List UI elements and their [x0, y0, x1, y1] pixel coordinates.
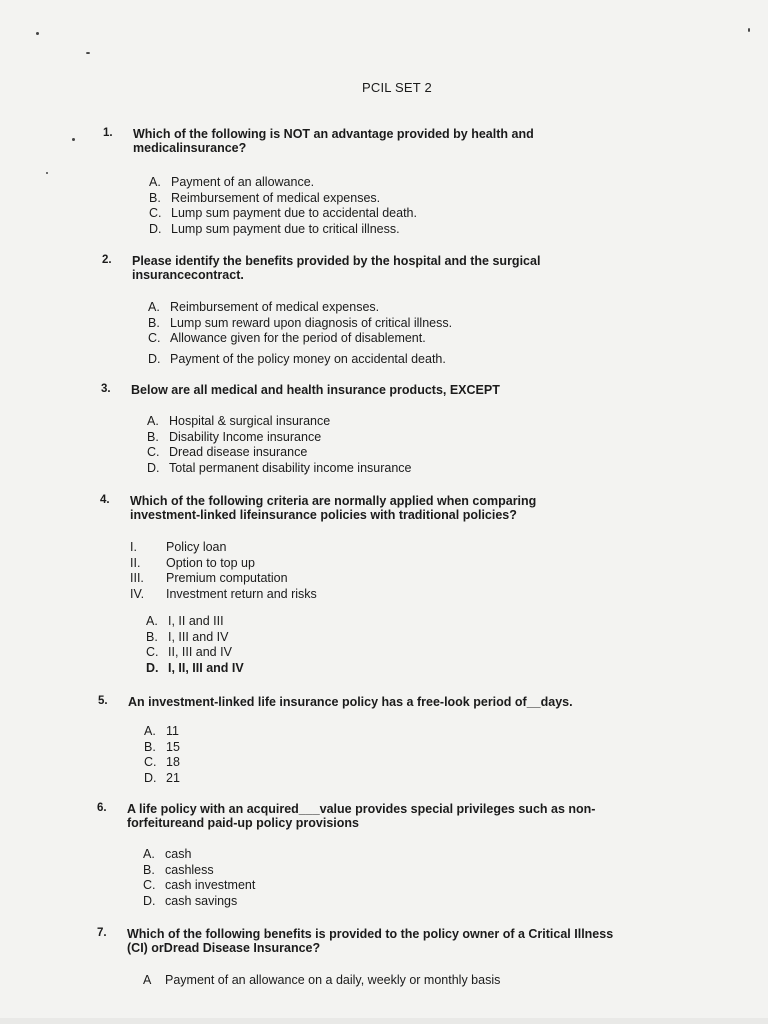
- scan-speck: [72, 138, 75, 141]
- question-text: A life policy with an acquired___value provides special privileges such as non-forfeitureand paid-up policy provisions: [127, 802, 596, 830]
- question-number: 3.: [101, 383, 111, 395]
- question-number: 7.: [97, 927, 107, 939]
- option-d: D. Lump sum payment due to critical illness.: [149, 221, 400, 236]
- question-number: 6.: [97, 802, 107, 814]
- question-text: Below are all medical and health insurance products, EXCEPT: [131, 383, 500, 397]
- option-c: C. Dread disease insurance: [147, 445, 308, 459]
- question-number: 5.: [98, 695, 108, 707]
- option-c: C. Lump sum payment due to accidental death.: [149, 206, 417, 220]
- option-a: A. Payment of an allowance.: [149, 175, 315, 189]
- question-text: Which of the following is NOT an advantage provided by health and medicalinsurance?: [133, 127, 534, 155]
- question-number: 1.: [103, 127, 113, 139]
- options-list: [143, 973, 500, 989]
- option-d: D. Payment of the policy money on accidental death.: [148, 351, 446, 366]
- option-a: A. Reimbursement of medical expenses.: [148, 300, 380, 314]
- option-d: D. cash savings: [143, 893, 238, 908]
- question-text: Which of the following benefits is provided to the policy owner of a Critical Illness (CI) orDread Disease Insurance?: [127, 927, 614, 955]
- criterion-iv: IV. Investment return and risks: [130, 586, 317, 601]
- options-list: [144, 724, 180, 786]
- question-text: An investment-linked life insurance policy has a free-look period of__days.: [128, 695, 573, 709]
- option-c: C. 18: [144, 755, 180, 769]
- option-a: A. 11: [144, 724, 179, 738]
- question-number: 2.: [102, 254, 112, 266]
- page-bottom-edge: [0, 1018, 768, 1024]
- options-list: [147, 414, 412, 476]
- option-b: B. 15: [144, 739, 180, 754]
- options-list: [146, 614, 244, 676]
- option-b: B. Reimbursement of medical expenses.: [149, 190, 381, 205]
- option-a: A. Hospital & surgical insurance: [147, 414, 331, 428]
- option-c: C. cash investment: [143, 878, 256, 892]
- question-number: 4.: [100, 494, 110, 506]
- option-d: D. I, II, III and IV: [146, 660, 244, 675]
- options-list: [149, 175, 417, 237]
- option-a: A. I, II and III: [146, 614, 224, 628]
- criterion-ii: II. Option to top up: [130, 555, 255, 570]
- options-list: [143, 847, 255, 909]
- question-text: Please identify the benefits provided by the hospital and the surgical insurancecontract.: [132, 254, 541, 282]
- scan-speck: [86, 52, 90, 54]
- question-text: Which of the following criteria are normally applied when comparing investment-linked lifeinsurance policies with traditional policies?: [130, 494, 537, 522]
- option-a: A Payment of an allowance on a daily, weekly or monthly basis: [143, 973, 501, 987]
- option-d: D. 21: [144, 770, 180, 785]
- option-b: B. I, III and IV: [146, 629, 229, 644]
- scan-speck: [46, 172, 48, 174]
- options-list: [148, 300, 452, 367]
- criterion-i: I. Policy loan: [130, 540, 227, 554]
- option-b: B. cashless: [143, 862, 214, 877]
- scan-speck: [36, 32, 39, 35]
- option-d: D. Total permanent disability income insurance: [147, 460, 412, 475]
- option-b: B. Lump sum reward upon diagnosis of critical illness.: [148, 315, 453, 330]
- option-c: C. II, III and IV: [146, 645, 232, 659]
- criterion-iii: III. Premium computation: [130, 571, 288, 585]
- option-a: A. cash: [143, 847, 192, 861]
- option-c: C. Allowance given for the period of disablement.: [148, 331, 426, 345]
- option-b: B. Disability Income insurance: [147, 429, 322, 444]
- page-title: PCIL SET 2: [362, 80, 432, 95]
- scan-speck: [748, 28, 750, 32]
- criteria-list: [130, 540, 317, 602]
